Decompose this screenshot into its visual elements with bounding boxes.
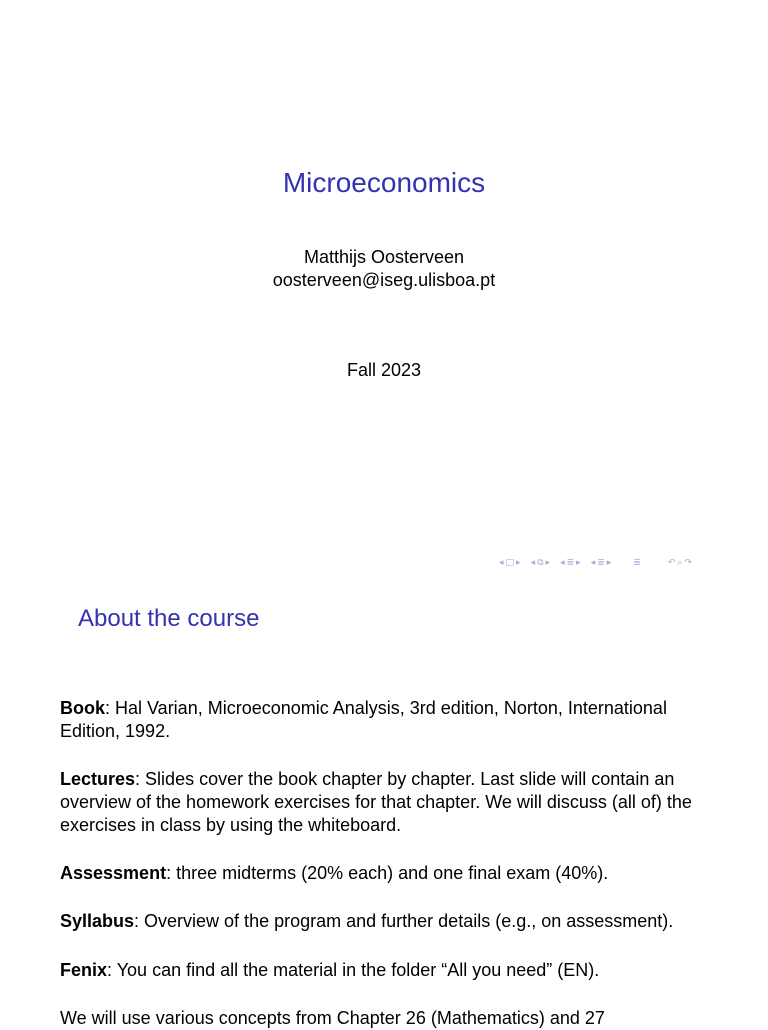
beamer-navigation-bar [498, 556, 692, 570]
nav-right-arrow-icon[interactable]: ▸ [576, 558, 581, 568]
nav-doc-icon[interactable]: ≣ [633, 558, 641, 568]
nav-frame-control[interactable] [498, 558, 522, 568]
nav-doc-control[interactable] [632, 558, 642, 568]
author-name: Matthijs Oosterveen [303, 247, 465, 267]
item-label: Lectures [60, 769, 136, 789]
item-text: : You can find all the material in the folder “All you need” (EN). [107, 960, 600, 980]
nav-part-icon[interactable]: ≣ [597, 558, 605, 568]
nav-right-arrow-icon[interactable]: ▸ [545, 558, 551, 568]
presentation-title: Microeconomics [282, 167, 486, 198]
item-assessment [60, 862, 720, 885]
nav-frame-icon[interactable]: □ [505, 558, 515, 568]
frame-title: About the course [78, 605, 260, 632]
nav-back-icon[interactable]: ↶ [667, 558, 676, 568]
nav-subsection-control[interactable] [530, 558, 552, 568]
nav-subsection-icon[interactable]: ⧉ [537, 558, 544, 568]
nav-left-arrow-icon[interactable]: ◂ [499, 558, 504, 568]
nav-left-arrow-icon[interactable]: ◂ [590, 558, 596, 568]
item-book [60, 697, 720, 743]
item-text: : three midterms (20% each) and one final exam (40%). [166, 863, 609, 883]
item-label: Assessment [60, 863, 167, 883]
item-text: : Slides cover the book chapter by chapter. Last slide will contain an overview of the homework exercises for that chapter. We will discuss (all of) the exercises in class by using the whiteboard. [60, 769, 692, 835]
nav-section-icon[interactable]: ≣ [566, 558, 575, 568]
nav-forward-icon[interactable]: ↷ [684, 558, 692, 568]
nav-search-control[interactable] [668, 558, 692, 568]
item-text: : Hal Varian, Microeconomic Analysis, 3rd edition, Norton, International Edition, 1992. [60, 698, 667, 741]
nav-part-control[interactable] [590, 558, 613, 568]
author-email: oosterveen@iseg.ulisboa.pt [272, 270, 496, 290]
presentation-date: Fall 2023 [346, 360, 422, 380]
item-syllabus [60, 910, 720, 933]
nav-left-arrow-icon[interactable]: ◂ [530, 558, 536, 568]
item-text: : Overview of the program and further details (e.g., on assessment). [134, 911, 674, 931]
item-label: Fenix [60, 960, 108, 980]
nav-right-arrow-icon[interactable]: ▸ [516, 558, 521, 568]
trailing-paragraph: We will use various concepts from Chapter 26 (Mathematics) and 27 [60, 1008, 605, 1028]
about-slide [0, 576, 768, 1028]
item-lectures [60, 768, 720, 837]
nav-search-icon[interactable]: ⌕ [677, 558, 683, 568]
nav-section-control[interactable] [559, 558, 582, 568]
nav-left-arrow-icon[interactable]: ◂ [560, 558, 565, 568]
item-fenix [60, 959, 720, 982]
nav-right-arrow-icon[interactable]: ▸ [606, 558, 612, 568]
item-label: Syllabus [60, 911, 135, 931]
item-label: Book [60, 698, 105, 718]
